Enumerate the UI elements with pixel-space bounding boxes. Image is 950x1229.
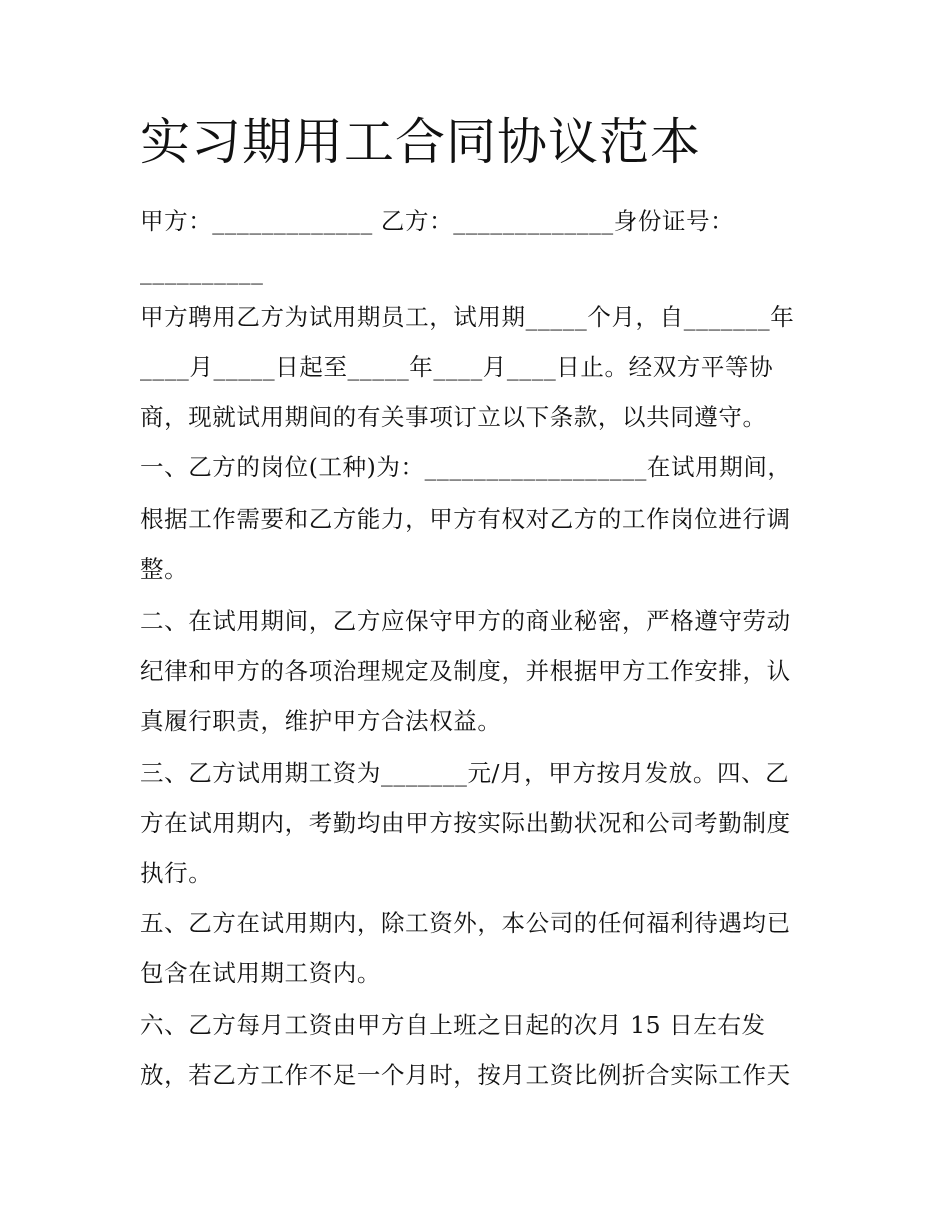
- clause-5-line: 五、乙方在试用期内，除工资外，本公司的任何福利待遇均已: [140, 909, 791, 937]
- clause-1-line: 一、乙方的岗位(工种)为：__________________在试用期间，: [140, 453, 792, 481]
- clause-1-line: 根据工作需要和乙方能力，甲方有权对乙方的工作岗位进行调: [140, 505, 791, 533]
- id-number-blank-line: __________: [140, 257, 264, 285]
- paragraph-line: 商，现就试用期间的有关事项订立以下条款，以共同遵守。: [140, 403, 767, 431]
- clause-2-line: 真履行职责，维护甲方合法权益。: [140, 707, 502, 735]
- clause-2-line: 二、在试用期间，乙方应保守甲方的商业秘密，严格遵守劳动: [140, 607, 791, 635]
- clause-6-line: 六、乙方每月工资由甲方自上班之日起的次月 15 日左右发: [140, 1011, 766, 1039]
- paragraph-line: 甲方聘用乙方为试用期员工，试用期_____个月，自_______年: [140, 303, 795, 331]
- clause-2-line: 纪律和甲方的各项治理规定及制度，并根据甲方工作安排，认: [140, 657, 791, 685]
- document-title: 实习期用工合同协议范本: [140, 113, 701, 171]
- paragraph-line: ____月_____日起至_____年____月____日止。经双方平等协: [140, 353, 774, 381]
- clause-1-line: 整。: [140, 555, 189, 583]
- clause-5-line: 包含在试用期工资内。: [140, 959, 381, 987]
- clause-4-line: 执行。: [140, 859, 213, 887]
- clause-4-line: 方在试用期内，考勤均由甲方按实际出勤状况和公司考勤制度: [140, 809, 791, 837]
- clause-6-line: 放，若乙方工作不足一个月时，按月工资比例折合实际工作天: [140, 1061, 791, 1089]
- clause-3-4-line: 三、乙方试用期工资为_______元/月，甲方按月发放。四、乙: [140, 759, 790, 787]
- party-info-line: 甲方：_____________ 乙方：_____________身份证号：: [140, 207, 735, 235]
